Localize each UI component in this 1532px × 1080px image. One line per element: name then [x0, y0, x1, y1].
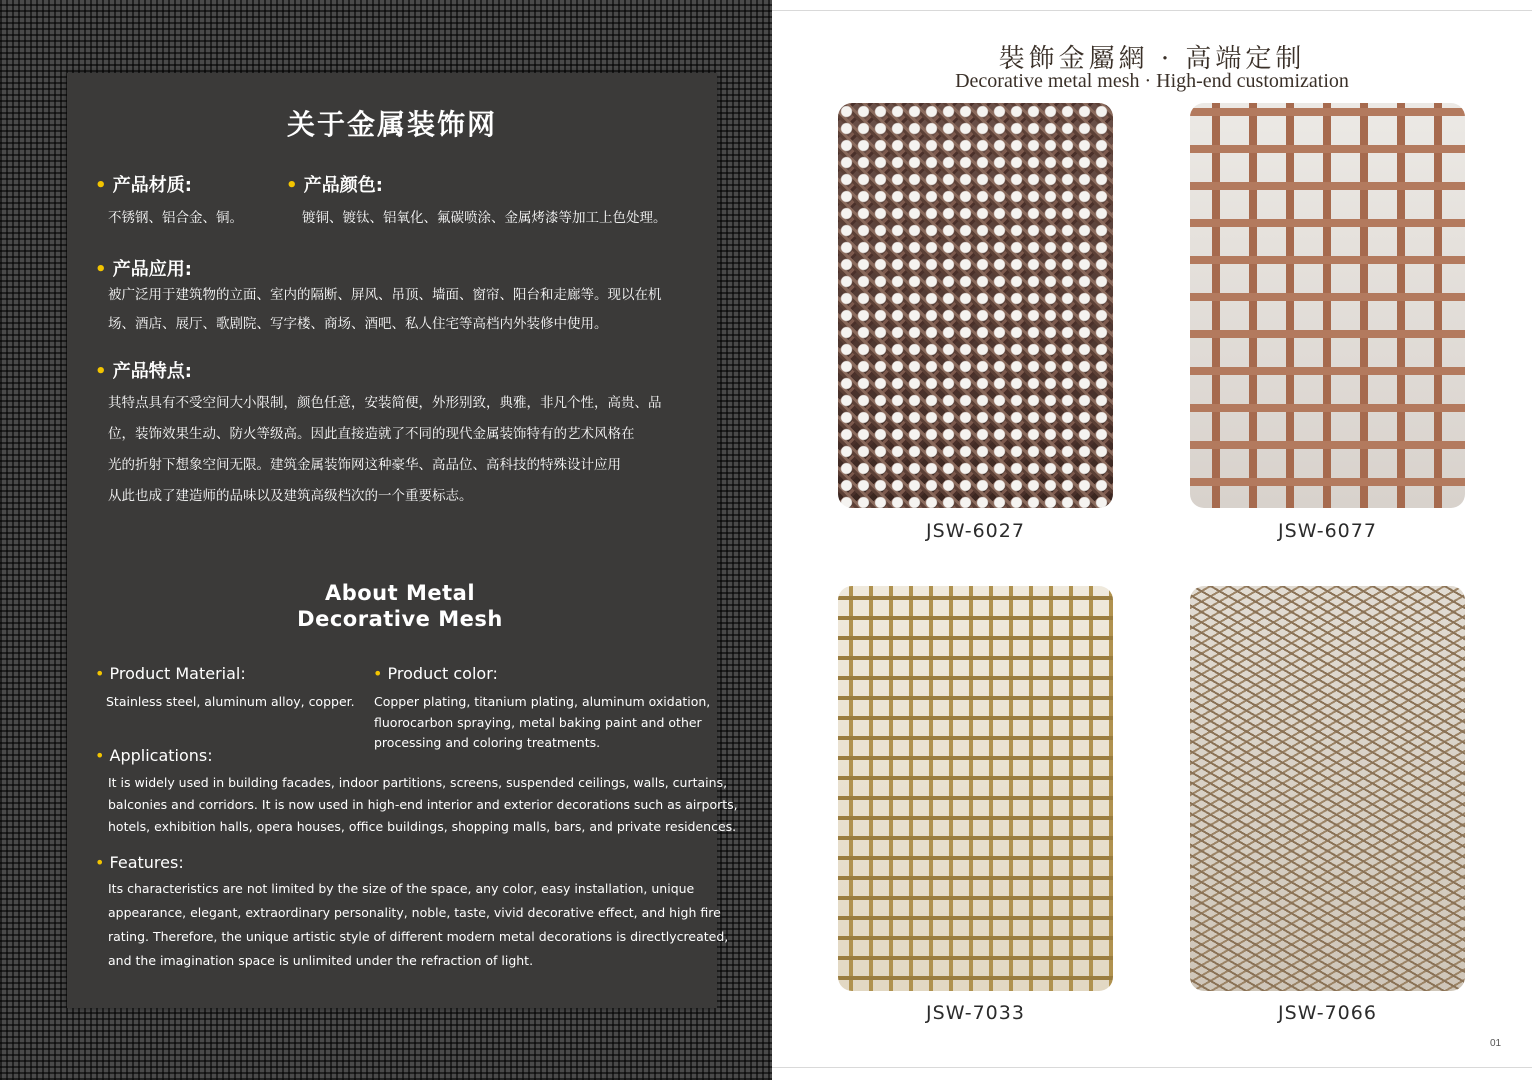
catalog-title-cn: 裝飾金屬網 · 高端定制	[998, 44, 1306, 74]
cn-material-heading: • 产品材质:	[95, 175, 192, 196]
bullet-icon: •	[95, 361, 107, 382]
product-code: JSW-6027	[926, 520, 1025, 542]
mesh-swatch-7066	[1190, 586, 1465, 991]
catalog-title-en: Decorative metal mesh · High-end customization	[955, 70, 1349, 92]
cn-material-text: 不锈钢、铝合金、铜。	[108, 210, 243, 226]
bullet-icon: •	[286, 175, 298, 196]
cn-color-heading: • 产品颜色:	[286, 175, 383, 196]
bullet-icon: •	[95, 259, 107, 280]
product-code: JSW-6077	[1278, 520, 1377, 542]
cn-section-title: 关于金属装饰网	[286, 108, 497, 141]
bullet-icon: •	[95, 664, 105, 683]
en-features-text: Its characteristics are not limited by the size of the space, any color, easy installation, unique appearance, elegant, extraordinary personality, noble, taste, vivid decorative effect, and high fire rating. Therefore, the unique artistic style of different modern metal decorations is directlycreated, and the imagination space is unlimited under the refraction of light.	[108, 881, 729, 968]
en-material-text: Stainless steel, aluminum alloy, copper.	[106, 694, 355, 709]
mesh-swatch-6027	[838, 103, 1113, 508]
en-color-text: Copper plating, titanium plating, aluminum oxidation, fluorocarbon spraying, metal baking paint and other processing and coloring treatments.	[374, 694, 711, 750]
mesh-swatch-7033	[838, 586, 1113, 991]
cn-application-text: 被广泛用于建筑物的立面、室内的隔断、屏风、吊顶、墙面、窗帘、阳台和走廊等。现以在机 场、酒店、展厅、歌剧院、写字楼、商场、酒吧、私人住宅等高档内外装修中使用。	[108, 287, 662, 332]
cn-application-heading: • 产品应用:	[95, 259, 192, 280]
bullet-icon: •	[95, 175, 107, 196]
mesh-swatch-6077	[1190, 103, 1465, 508]
product-code: JSW-7033	[926, 1002, 1025, 1024]
page-number: 01	[1490, 1038, 1502, 1049]
cn-features-text: 其特点具有不受空间大小限制，颜色任意，安装简便，外形别致，典雅，非凡个性，高贵、品 位，装饰效果生动、防火等级高。因此直接造就了不同的现代金属装饰特有的艺术风格在 光的折射下想象空间无限。建筑金属装饰网这种豪华、高品位、高科技的特殊设计应用 从此也成了建造师的品味以及建筑高级档次的一个重要标志。	[108, 395, 662, 504]
en-features-heading: • Features:	[95, 853, 184, 872]
en-section-title: About Metal Decorative Mesh	[297, 581, 503, 631]
en-material-heading: • Product Material:	[95, 664, 246, 683]
en-color-heading: • Product color:	[373, 664, 498, 683]
bullet-icon: •	[95, 853, 105, 872]
en-applications-heading: • Applications:	[95, 746, 213, 765]
bullet-icon: •	[373, 664, 383, 683]
cn-color-text: 镀铜、镀钛、铝氧化、氟碳喷涂、金属烤漆等加工上色处理。	[302, 210, 667, 226]
right-page	[772, 0, 1532, 1080]
cn-features-heading: • 产品特点:	[95, 361, 192, 382]
product-code: JSW-7066	[1278, 1002, 1377, 1024]
en-applications-text: It is widely used in building facades, indoor partitions, screens, suspended ceilings, walls, curtains, balconies and corridors. It is now used in high-end interior and exterior decorations such as airports, hotels, exhibition halls, opera houses, office buildings, shopping malls, bars, and private residences.	[108, 775, 738, 834]
bullet-icon: •	[95, 746, 105, 765]
